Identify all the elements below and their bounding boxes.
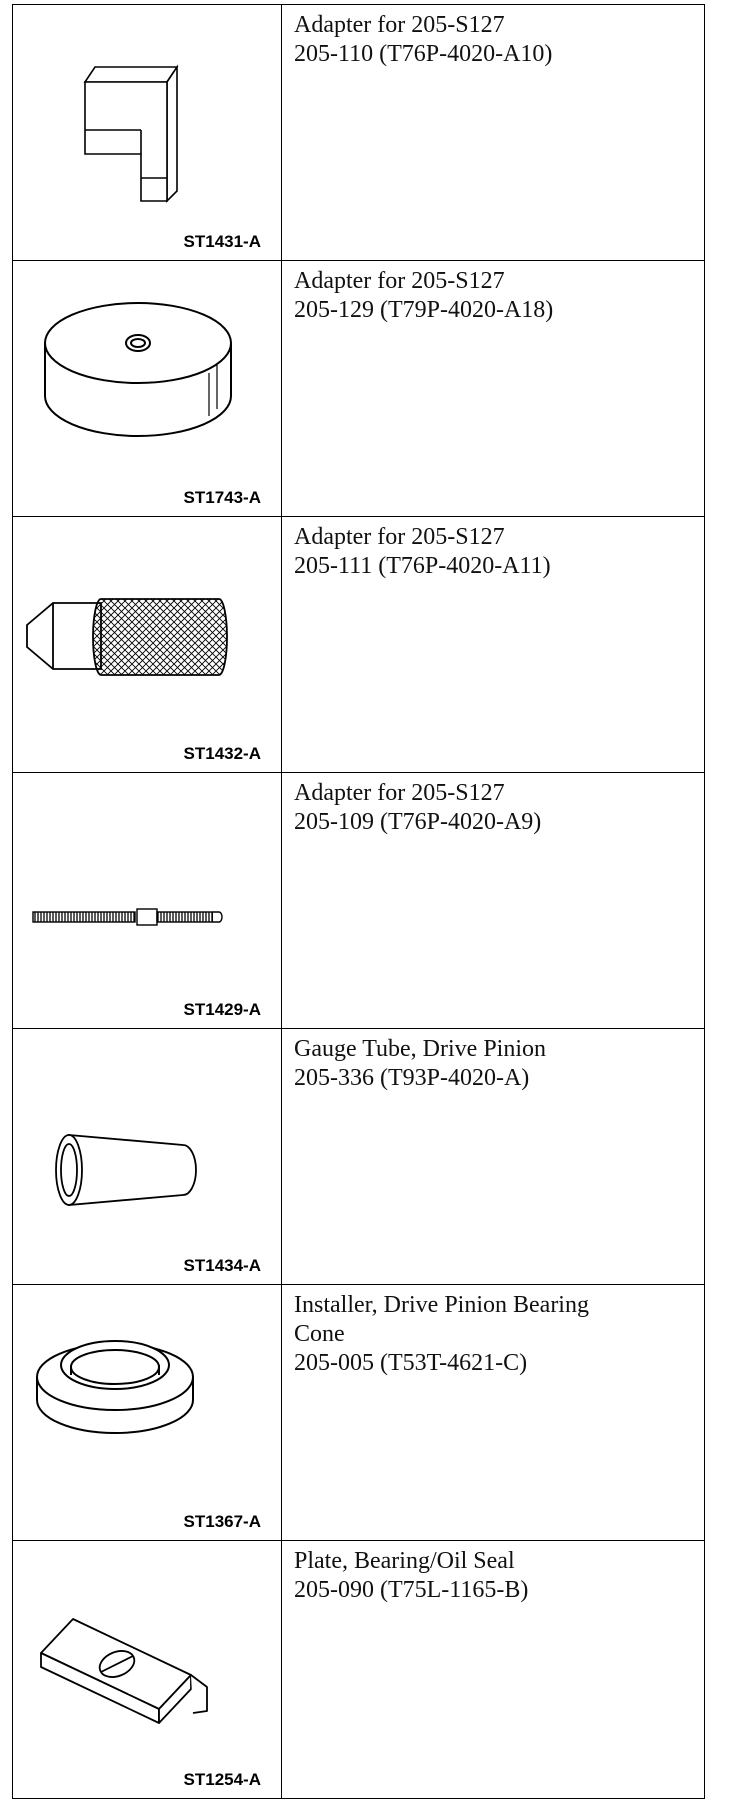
table-row (13, 517, 705, 773)
tool-description-line: Adapter for 205-S127 (294, 268, 505, 294)
knurled-cone-adapter-icon (13, 517, 281, 773)
figure-id: ST1367-A (183, 1512, 261, 1531)
tool-description-line: Adapter for 205-S127 (294, 524, 505, 550)
table-row (13, 1285, 705, 1541)
tool-description-line: Gauge Tube, Drive Pinion (294, 1036, 546, 1062)
tool-description-line: 205-090 (T75L-1165-B) (294, 1577, 529, 1603)
tool-figure-cell (13, 1541, 282, 1799)
tool-description (282, 261, 705, 517)
tool-figure-cell (13, 517, 282, 773)
table-row (13, 1541, 705, 1799)
tool-description (282, 517, 705, 773)
seal-plate-icon (13, 1541, 281, 1797)
tool-description-line: 205-336 (T93P-4020-A) (294, 1065, 530, 1091)
table-row (13, 261, 705, 517)
tool-description (282, 5, 705, 261)
l-block-adapter-icon (13, 5, 281, 261)
tool-description-line: 205-129 (T79P-4020-A18) (294, 297, 554, 323)
figure-id: ST1743-A (183, 488, 261, 507)
tool-figure-cell (13, 1285, 282, 1541)
figure-id: ST1434-A (183, 1256, 261, 1275)
tool-description-line: Adapter for 205-S127 (294, 12, 505, 38)
table-row (13, 5, 705, 261)
tool-description (282, 1285, 705, 1541)
tool-description-line: 205-111 (T76P-4020-A11) (294, 553, 551, 579)
tool-description-line: Plate, Bearing/Oil Seal (294, 1548, 515, 1574)
tool-figure-cell (13, 261, 282, 517)
figure-id: ST1254-A (183, 1770, 261, 1789)
tool-description (282, 773, 705, 1029)
special-tools-table (12, 4, 705, 1799)
tool-description (282, 1541, 705, 1799)
tool-description-line: 205-005 (T53T-4621-C) (294, 1350, 528, 1376)
tool-description-line: Cone (294, 1321, 345, 1347)
figure-id: ST1429-A (183, 1000, 261, 1019)
bearing-cone-installer-icon (13, 1285, 281, 1541)
tool-figure-cell (13, 1029, 282, 1285)
tool-description-line: Adapter for 205-S127 (294, 780, 505, 806)
table-row (13, 1029, 705, 1285)
threaded-rod-adapter-icon (13, 773, 281, 1029)
disc-adapter-icon (13, 261, 281, 517)
tool-description-line: 205-110 (T76P-4020-A10) (294, 41, 553, 67)
tool-description (282, 1029, 705, 1285)
tool-description-line: 205-109 (T76P-4020-A9) (294, 809, 542, 835)
tool-description-line: Installer, Drive Pinion Bearing (294, 1292, 589, 1318)
figure-id: ST1432-A (183, 744, 261, 763)
gauge-tube-icon (13, 1029, 281, 1285)
table-row (13, 773, 705, 1029)
figure-id: ST1431-A (183, 232, 261, 251)
tool-figure-cell (13, 5, 282, 261)
tool-figure-cell (13, 773, 282, 1029)
